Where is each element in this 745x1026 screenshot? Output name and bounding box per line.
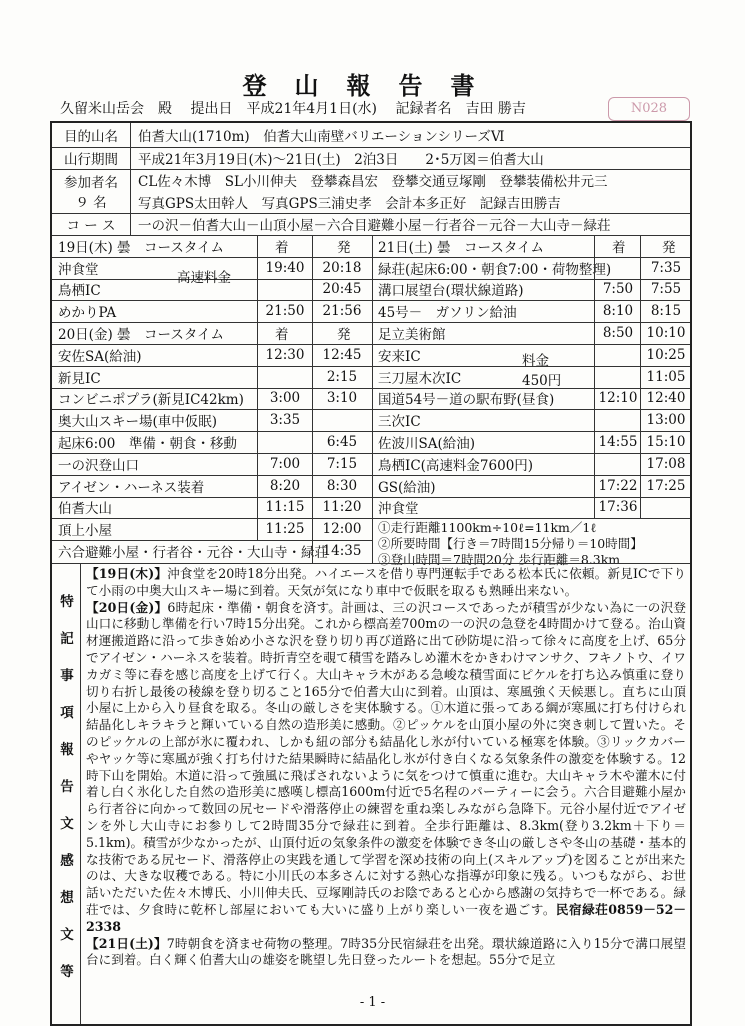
- notes-label-char: 感: [60, 853, 74, 869]
- schedule-arrive: 19:40: [265, 259, 305, 276]
- mountain-value: 伯耆大山(1710m) 伯耆大山南壁バリエーションシリーズⅥ: [138, 129, 505, 145]
- schedule-place: 鳥栖IC: [58, 283, 101, 300]
- schedule-place: 安佐SA(給油): [58, 348, 142, 365]
- schedule-arrive: 8:10: [602, 303, 634, 320]
- notes-label-char: 文: [60, 816, 74, 832]
- notes-label-char: 報: [60, 742, 74, 758]
- notes-label-char: 告: [60, 779, 74, 795]
- schedule-place: 新見IC: [58, 370, 101, 387]
- column-line: [257, 235, 258, 541]
- col-arrive: 着: [275, 239, 289, 256]
- schedule-place: 頂上小屋: [58, 523, 112, 540]
- schedule-place: 沖食堂: [378, 501, 419, 518]
- course-value: 一の沢－伯耆大山－山頂小屋－六合目避難小屋－行者谷－元谷－大山寺－緑荘: [138, 218, 611, 234]
- schedule-place: 一の沢登山口: [58, 457, 139, 474]
- note-19-head: 【19日(木)】: [86, 566, 168, 581]
- schedule-depart: 11:20: [322, 499, 362, 516]
- summary-hiking: ③登山時間＝7時間20分 歩行距離＝8.3km: [378, 552, 621, 568]
- schedule-arrive: 8:20: [269, 477, 301, 494]
- schedule-arrive: 21:50: [265, 303, 305, 320]
- schedule-place: 六合避難小屋・行者谷・元谷・大山寺・緑荘: [58, 545, 328, 562]
- col-depart: 発: [662, 239, 676, 256]
- day-header: 20日(金) 曇 コースタイム: [58, 327, 225, 344]
- summary-distance: ①走行距離1100km÷10ℓ=11km／1ℓ: [378, 520, 597, 536]
- mountain-row: [52, 123, 690, 148]
- schedule-depart: 12:45: [322, 346, 362, 363]
- schedule-depart: 14:35: [322, 543, 362, 560]
- schedule-place: 国道54号－道の駅布野(昼食): [378, 392, 555, 409]
- column-line: [312, 235, 313, 563]
- schedule-depart: 15:10: [646, 434, 686, 451]
- schedule-depart: 6:45: [326, 434, 358, 451]
- schedule-depart: 7:35: [650, 259, 682, 276]
- schedule-arrive: 14:55: [598, 434, 638, 451]
- recorder-name: 記録者名 吉田 勝吉: [395, 101, 526, 117]
- schedule-depart: 12:00: [322, 521, 362, 538]
- schedule-place: コンビニポプラ(新見IC42km): [58, 392, 244, 409]
- schedule-place: 安来IC: [378, 348, 421, 365]
- schedule-arrive: [259, 366, 311, 388]
- schedule-place: 起床6:00 準備・朝食・移動: [58, 436, 237, 453]
- schedule-arrive: [596, 344, 640, 366]
- note-19-body: 沖食堂を20時18分出発。ハイエースを借り専門運転手である松本氏に依頼。新見ICで下りて小雨の中奥大山スキー場に到着。天気が気になり車中で仮眠を取るも熟睡出来ない。: [86, 566, 686, 598]
- note-21-body: 7時朝食を済ませ荷物の整理。7時35分民宿緑荘を出発。環状線道路に入り15分で溝口展望台に到着。白く輝く伯耆大山の雄姿を眺望し先日登ったルートを想起。55分で足立: [86, 935, 686, 968]
- schedule-depart: 17:08: [646, 455, 686, 472]
- column-line: [640, 235, 641, 518]
- schedule-arrive: [596, 453, 640, 475]
- col-arrive: 着: [275, 327, 289, 344]
- mountain-label: 目的山名: [52, 123, 131, 147]
- page-title: 登山報告書: [242, 71, 503, 100]
- submission-date: 提出日 平成21年4月1日(水): [190, 101, 378, 117]
- column-line: [594, 235, 595, 518]
- schedule-arrive: [259, 279, 311, 301]
- schedule-arrive: 7:00: [269, 455, 301, 472]
- schedule-place: 三刀屋木次IC: [378, 370, 462, 387]
- header-meta: [60, 98, 540, 118]
- schedule-left: [52, 235, 373, 563]
- schedule-place: 鳥栖IC(高速料金7600円): [378, 457, 534, 474]
- schedule-depart: 8:30: [326, 477, 358, 494]
- schedule-depart: 10:10: [646, 325, 686, 342]
- day-header: 19日(木) 曇 コースタイム: [58, 239, 225, 256]
- schedule-right: [372, 235, 690, 568]
- schedule-arrive: 3:00: [269, 390, 301, 407]
- members-line-2: 写真GPS太田幹人 写真GPS三浦史孝 会計本多正好 記録吉田勝吉: [138, 196, 561, 212]
- note-21-head: 【21日(土)】: [86, 935, 167, 951]
- schedule-depart: 13:00: [646, 412, 686, 429]
- course-label: コ ー ス: [52, 213, 131, 235]
- toll-label: 料金: [522, 353, 549, 370]
- schedule-depart: 20:45: [322, 281, 362, 298]
- schedule-depart: [314, 409, 370, 431]
- members-label: 参加者名 ９ 名: [52, 169, 131, 213]
- schedule-place: 沖食堂: [58, 261, 99, 278]
- period-value: 平成21年3月19日(木)～21日(土) 2泊3日 2･5万図＝伯耆大山: [138, 152, 544, 168]
- serial-stamp: N028: [608, 97, 690, 121]
- col-depart: 発: [337, 327, 351, 344]
- schedule-depart: 10:25: [646, 346, 686, 363]
- schedule-arrive: 17:22: [598, 477, 638, 494]
- summary-duration: ②所要時間【行き＝7時間15分帰り＝10時間】: [378, 536, 643, 552]
- schedule-arrive: 11:25: [265, 521, 305, 538]
- schedule-arrive: 7:50: [602, 281, 634, 298]
- note-20-body: 6時起床・準備・朝食を済す。計画は、三の沢コースであったが積雪が少ない為に一の沢登山口に移動し準備を行い7時15分出発。これから標高差700mの一の沢の急登を4時間かけて登る。治山資材運搬道路に沿って歩き始め小さな沢を登り切り再び道路に出て砂防堤に沿って徐々に高度を上げ、65分でアイゼン・ハーネスを装着。時折青空を覗て積雪を踏みしめ灌木をかきわけマンサク、フキノトウ、イワカガミ等に春を感じ高度を上げて行く。大山キャラ木がある急峻な積雪面にピケルを打ち込み慎重に登り切り右折し最後の稜線を登り切ること165分で伯耆大山に到着。山頂は、寒風強く天候悪し。直ちに山頂小屋に上から入り昼食を取る。冬山の厳しさを実体験する。①木道に張ってある綱が寒風に打ち付けられ結晶化しキラキラと輝いている自然の造形美に感動。②ピッケルを山頂小屋の外に突き刺して置いた。そのピッケルの上部が氷に覆われ、しかも紐の部分も結晶化し氷が付いている極寒を体験。③リックカバーやヤッケ等に寒風が強く打ち付けた結果瞬時に結晶化し氷が付き白くなる気象条件の激変を体験する。12時下山を開始。木道に沿って強風に飛ばされないように気をつけて慎重に進む。大山キャラ木や灌木に付着し白く氷化した自然の造形美に感嘆し標高1600m付近で5名程のパーティーに会う。六合目避難小屋から行者谷に向かって数回の尻セードや滑落停止の練習を重ね楽しみながら急降下。元谷小屋付近でアイゼンを外し大山寺にお参りして2時間35分で緑荘に到着。全歩行距離は、8.3km(登り3.2km＋下り＝5.1km)。積雪が少なかったが、山頂付近の気象条件の激変を体験でき冬山の厳しさや冬山の基礎・基本的な技術である尻セード、滑落停止の実践を通して学習を深め技術の向上(スキルアップ)を図ることが出来たのは、大きな収穫である。特に小川氏の本多さんに対する熱心な指導が印象に残る。いつもながら、お世話いただいた佐々木博氏、小川伸夫氏、豆塚剛詩氏のお陰であると心から感謝の気持ちで一杯である。緑荘では、夕食時に乾杯し部屋においても大いに盛り上がり楽しい一夜を過ごす。: [86, 599, 687, 917]
- notes-label-char: 事: [60, 668, 74, 684]
- schedule-depart: 12:40: [646, 390, 686, 407]
- notes-text: [86, 566, 686, 969]
- schedule-arrive: 12:10: [598, 390, 638, 407]
- members-count: ９ 名: [75, 195, 107, 211]
- notes-label-char: 記: [60, 631, 74, 647]
- schedule-place: GS(給油): [378, 479, 436, 496]
- schedule-place: 佐波川SA(給油): [378, 436, 476, 453]
- notes-section: [52, 563, 690, 1024]
- schedule-depart: 2:15: [326, 368, 358, 385]
- schedule-arrive: 3:35: [269, 412, 301, 429]
- report-form: [50, 121, 692, 1026]
- notes-label: [52, 564, 81, 1024]
- period-label: 山行期間: [52, 147, 131, 169]
- day-header: 21日(土) 曇 コースタイム: [378, 239, 545, 256]
- schedule-depart: 3:10: [326, 390, 358, 407]
- schedule-arrive: [259, 431, 311, 453]
- col-arrive: 着: [612, 239, 626, 256]
- schedule-place: 溝口展望台(環状線道路): [378, 283, 524, 300]
- schedule-arrive: [596, 366, 640, 388]
- col-depart: 発: [337, 239, 351, 256]
- schedule-place: 45号－ ガソリン給油: [378, 305, 517, 322]
- schedule-place: 三次IC: [378, 414, 421, 431]
- schedule-place: 足立美術館: [378, 327, 446, 344]
- schedule-arrive: 17:36: [598, 499, 638, 516]
- toll-amount: 450円: [522, 372, 562, 389]
- schedule-arrive: 12:30: [265, 346, 305, 363]
- notes-label-char: 等: [60, 964, 74, 980]
- schedule-place: アイゼン・ハーネス装着: [58, 479, 205, 496]
- notes-label-char: 特: [60, 594, 74, 610]
- schedule-arrive: 11:15: [265, 499, 305, 516]
- schedule-place: 奥大山スキー場(車中仮眠): [58, 414, 218, 431]
- members-row: [52, 169, 690, 214]
- notes-label-char: 項: [60, 705, 74, 721]
- schedule-place: 伯耆大山: [58, 501, 112, 518]
- note-20-inn: 民宿緑荘0859－52－2338: [86, 901, 686, 934]
- schedule-depart: 7:15: [326, 455, 358, 472]
- course-row: [52, 213, 690, 236]
- schedule-arrive: [596, 409, 640, 431]
- schedule-depart: 21:56: [322, 303, 362, 320]
- members-line-1: CL佐々木博 SL小川伸夫 登攀森昌宏 登攀交通豆塚剛 登攀装備松井元三: [138, 174, 608, 190]
- schedule-depart: 7:55: [650, 281, 682, 298]
- schedule-depart: [642, 497, 690, 519]
- schedule-depart: 17:25: [646, 477, 686, 494]
- schedule-place: 緑荘(起床6:00・朝食7:00・荷物整理): [378, 261, 612, 278]
- note-20-head: 【20日(金)】: [86, 599, 168, 615]
- period-row: [52, 147, 690, 170]
- toll-note: 高速料金: [177, 270, 231, 287]
- schedule-arrive: 8:50: [602, 325, 634, 342]
- notes-label-char: 想: [60, 890, 74, 906]
- page-number: - 1 -: [359, 995, 386, 1010]
- notes-label-char: 文: [60, 927, 74, 943]
- schedule-depart: 20:18: [322, 259, 362, 276]
- schedule-depart: 8:15: [650, 303, 682, 320]
- club-name: 久留米山岳会 殿: [60, 101, 172, 117]
- schedule-depart: 11:05: [646, 368, 686, 385]
- schedule-place: めかりPA: [58, 305, 117, 322]
